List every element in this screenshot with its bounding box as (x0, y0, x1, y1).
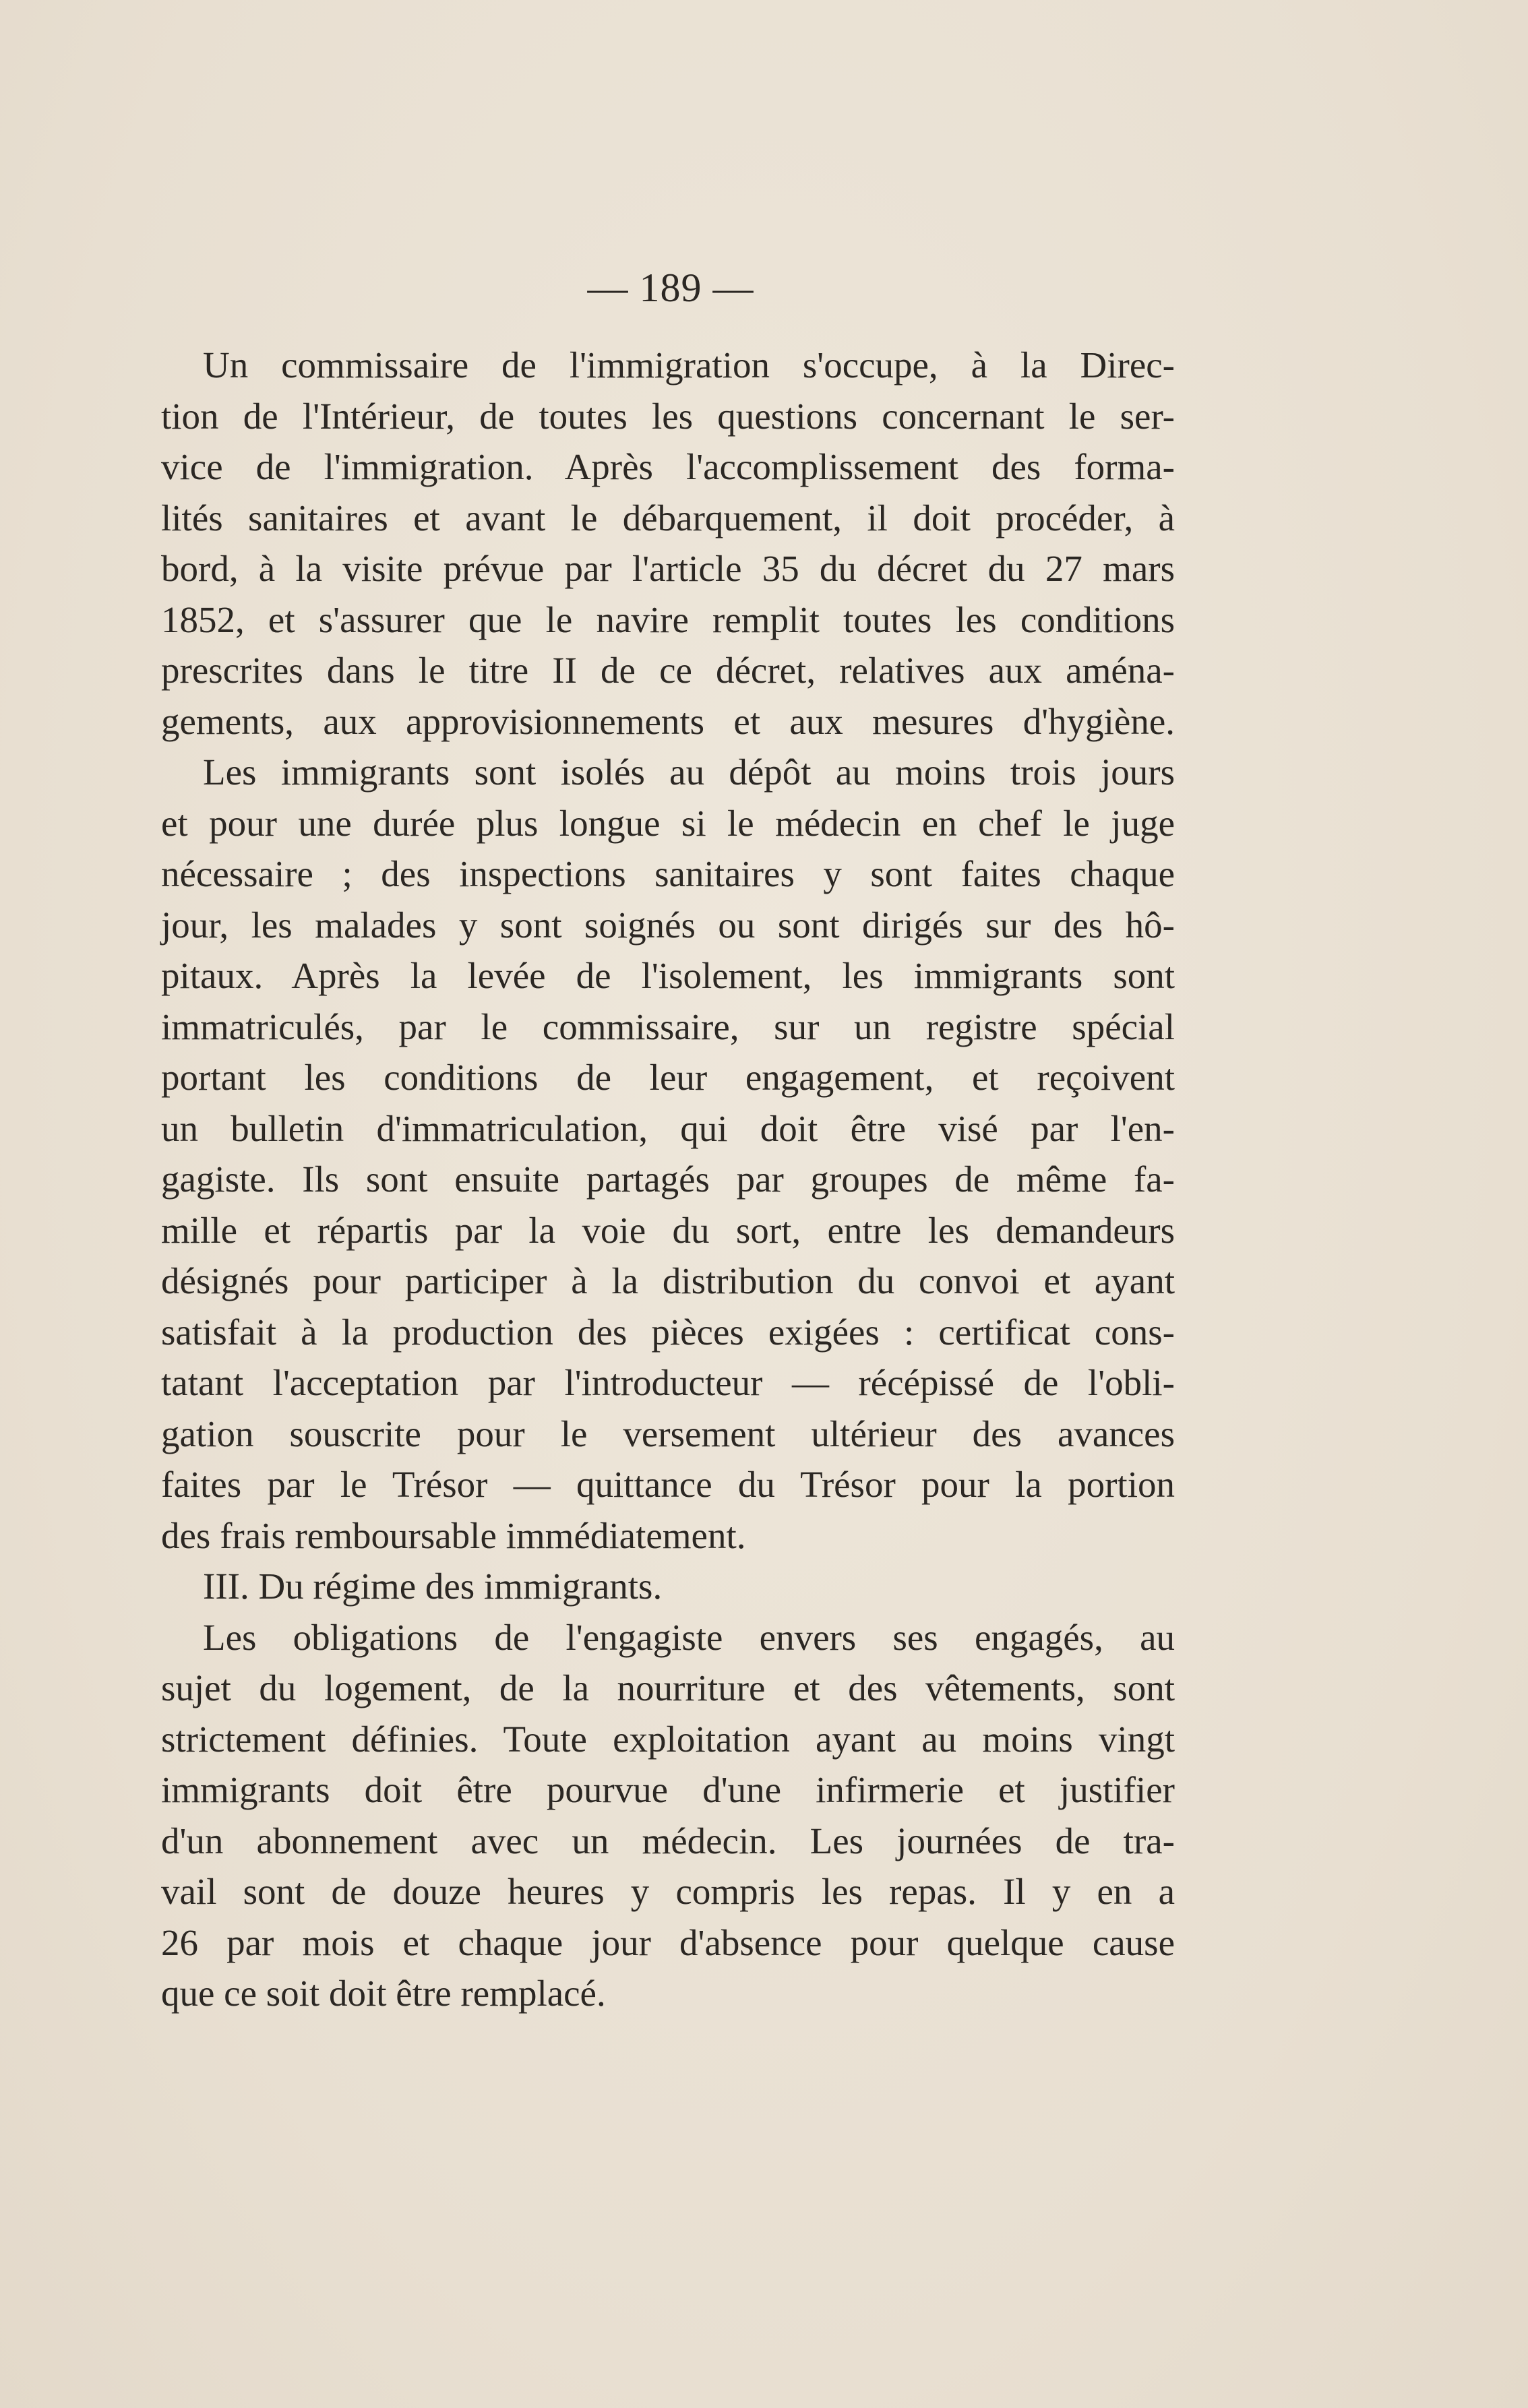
text-line (161, 1409, 1175, 1460)
text-line (161, 1256, 1175, 1307)
text-line-content: strictement définies. Toute exploitation ayant au moins vingt (161, 1718, 1175, 1760)
text-line (161, 696, 1175, 747)
text-line (161, 1510, 1175, 1562)
text-line-content: tatant l'acceptation par l'introducteur — récépissé de l'obli- (161, 1362, 1175, 1403)
text-line-content: et pour une durée plus longue si le médecin en chef le juge (161, 802, 1175, 844)
text-line-content: vail sont de douze heures y compris les repas. Il y en a (161, 1871, 1175, 1912)
text-line-content: bord, à la visite prévue par l'article 35 du décret du 27 mars (161, 548, 1175, 589)
text-line-content: tion de l'Intérieur, de toutes les questions concernant le ser- (161, 395, 1175, 437)
text-line-content: faites par le Trésor — quittance du Trésor pour la portion (161, 1464, 1175, 1505)
text-line-content: Les immigrants sont isolés au dépôt au moins trois jours (203, 751, 1175, 793)
text-line (161, 1357, 1175, 1409)
text-line (161, 1154, 1175, 1205)
text-line-content: vice de l'immigration. Après l'accomplissement des forma- (161, 446, 1175, 487)
text-line (161, 950, 1175, 1001)
text-line (161, 1612, 1175, 1663)
text-line (161, 493, 1175, 544)
text-line (161, 1663, 1175, 1714)
text-line-content: Un commissaire de l'immigration s'occupe, à la Direc- (203, 344, 1175, 385)
text-line (161, 747, 1175, 798)
text-line (161, 1307, 1175, 1358)
text-line (161, 645, 1175, 696)
text-line-content: désignés pour participer à la distribution du convoi et ayant (161, 1260, 1175, 1301)
text-line (161, 1764, 1175, 1816)
text-line (161, 1816, 1175, 1867)
text-line-content: d'un abonnement avec un médecin. Les journées de tra- (161, 1820, 1175, 1861)
text-line (161, 1866, 1175, 1917)
text-line (161, 1968, 1175, 2019)
text-line (161, 441, 1175, 493)
text-line-content: immigrants doit être pourvue d'une infirmerie et justifier (161, 1769, 1175, 1810)
text-line-content: gagiste. Ils sont ensuite partagés par groupes de même fa- (161, 1159, 1175, 1200)
text-line (161, 798, 1175, 849)
text-line-content: prescrites dans le titre II de ce décret, relatives aux aména- (161, 650, 1175, 691)
text-line-content: nécessaire ; des inspections sanitaires y sont faites chaque (161, 853, 1175, 894)
text-line-content: satisfait à la production des pièces exigées : certificat cons- (161, 1311, 1175, 1353)
text-line (161, 340, 1175, 391)
text-line-content: un bulletin d'immatriculation, qui doit être visé par l'en- (161, 1107, 1175, 1149)
text-line-content: 26 par mois et chaque jour d'absence pour quelque cause (161, 1921, 1175, 1963)
text-line (161, 900, 1175, 951)
text-line-content: III. Du régime des immigrants. (203, 1566, 663, 1607)
text-line (161, 848, 1175, 900)
page-number: — 189 — (587, 266, 754, 310)
body-text (161, 340, 1175, 2019)
text-line-content: mille et répartis par la voie du sort, entre les demandeurs (161, 1209, 1175, 1251)
text-line-content: gation souscrite pour le versement ultérieur des avances (161, 1413, 1175, 1454)
text-line (161, 1561, 1175, 1612)
text-line-content: des frais remboursable immédiatement. (161, 1514, 746, 1556)
text-line (161, 1052, 1175, 1103)
text-line (161, 1459, 1175, 1510)
text-line-content: sujet du logement, de la nourriture et des vêtements, sont (161, 1667, 1175, 1708)
text-line-content: portant les conditions de leur engagement, et reçoivent (161, 1057, 1175, 1098)
text-line-content: Les obligations de l'engagiste envers ses engagés, au (203, 1616, 1175, 1658)
text-line-content: gements, aux approvisionnements et aux mesures d'hygiène. (161, 700, 1175, 742)
text-line (161, 1714, 1175, 1765)
text-line (161, 1103, 1175, 1154)
text-line-content: 1852, et s'assurer que le navire remplit toutes les conditions (161, 598, 1175, 640)
text-line-content: immatriculés, par le commissaire, sur un registre spécial (161, 1006, 1175, 1047)
text-line (161, 1205, 1175, 1256)
text-line (161, 1001, 1175, 1053)
text-line-content: jour, les malades y sont soignés ou sont dirigés sur des hô- (161, 904, 1175, 946)
text-line (161, 543, 1175, 594)
text-line (161, 594, 1175, 646)
text-line (161, 391, 1175, 442)
text-line (161, 1917, 1175, 1969)
text-line-content: pitaux. Après la levée de l'isolement, les immigrants sont (161, 955, 1175, 996)
text-line-content: que ce soit doit être remplacé. (161, 1973, 606, 2014)
text-line-content: lités sanitaires et avant le débarquement, il doit procéder, à (161, 497, 1175, 538)
